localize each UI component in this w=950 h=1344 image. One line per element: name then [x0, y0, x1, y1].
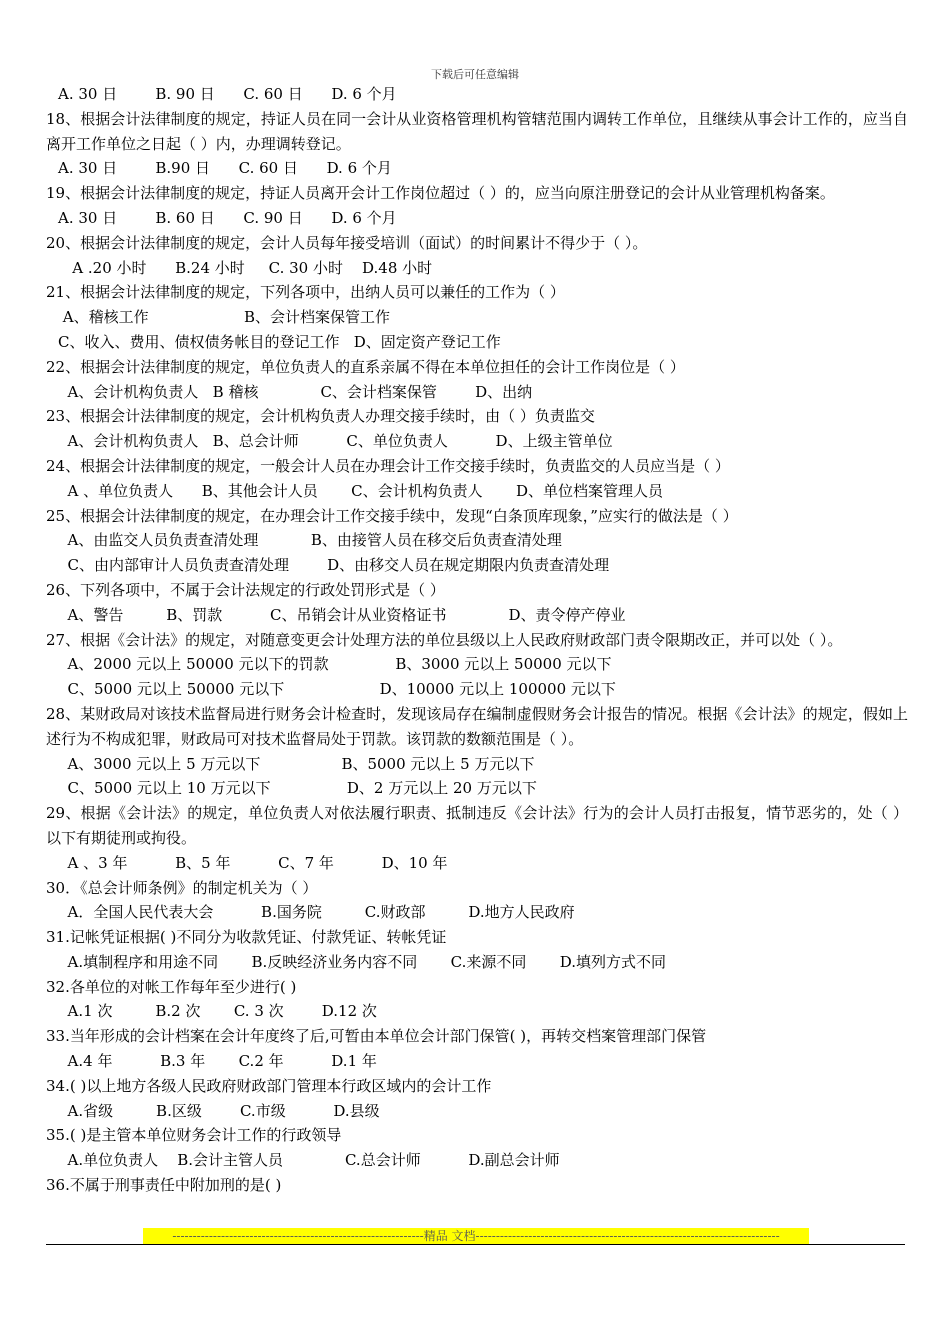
answer-options: C、由内部审计人员负责查清处理 D、由移交人员在规定期限内负责查清处理: [58, 556, 610, 575]
question-text: 32.各单位的对帐工作每年至少进行( ): [46, 977, 297, 996]
answer-options: C、5000 元以上 50000 元以下 D、10000 元以上 100000 元以下: [58, 680, 616, 699]
question-text: 22、根据会计法律制度的规定，单位负责人的直系亲属不得在本单位担任的会计工作岗位是（ ）: [46, 357, 685, 376]
footer-rule: [46, 1244, 905, 1245]
answer-options: A. 30 日 B. 60 日 C. 90 日 D. 6 个月: [58, 208, 397, 227]
question-text: 20、根据会计法律制度的规定，会计人员每年接受培训（面试）的时间累计不得少于（ ）。: [46, 233, 648, 252]
answer-options: A、警告 B、罚款 C、吊销会计从业资格证书 D、责令停产停业: [58, 605, 626, 624]
answer-options: A、3000 元以上 5 万元以下 B、5000 元以上 5 万元以下: [58, 754, 535, 773]
answer-options: A 、3 年 B、5 年 C、7 年 D、10 年: [58, 853, 448, 872]
answer-options: A、会计机构负责人 B、总会计师 C、单位负责人 D、上级主管单位: [58, 432, 613, 451]
question-text: 27、根据《会计法》的规定，对随意变更会计处理方法的单位县级以上人民政府财政部门责令限期改正，并可以处（ ）。: [46, 630, 843, 649]
question-text: 26、下列各项中，不属于会计法规定的行政处罚形式是（ ）: [46, 580, 445, 599]
answer-options: A.填制程序和用途不同 B.反映经济业务内容不同 C.来源不同 D.填列方式不同: [58, 952, 667, 971]
question-text: 34.( )以上地方各级人民政府财政部门管理本行政区域内的会计工作: [46, 1076, 492, 1095]
answer-options: A. 30 日 B.90 日 C. 60 日 D. 6 个月: [58, 159, 392, 178]
question-text: 35.( )是主管本单位财务会计工作的行政领导: [46, 1126, 342, 1145]
question-text: 33.当年形成的会计档案在会计年度终了后,可暂由本单位会计部门保管( )，再转交档案管理部门保管: [46, 1027, 707, 1046]
question-text: 30．《总会计师条例》的制定机关为（ ）: [46, 878, 318, 897]
answer-options: A、稽核工作 B、会计档案保管工作: [58, 308, 390, 327]
answer-options: A、2000 元以上 50000 元以下的罚款 B、3000 元以上 50000 元以下: [58, 655, 612, 674]
answer-options: A．全国人民代表大会 B.国务院 C.财政部 D.地方人民政府: [58, 903, 575, 922]
question-text: 23、根据会计法律制度的规定，会计机构负责人办理交接手续时，由（ ）负责监交: [46, 407, 595, 426]
answer-options: A .20 小时 B.24 小时 C. 30 小时 D.48 小时: [58, 258, 433, 277]
answer-options: C、5000 元以上 10 万元以下 D、2 万元以上 20 万元以下: [58, 779, 537, 798]
document-body: [46, 82, 908, 1198]
answer-options: A.省级 B.区级 C.市级 D.县级: [58, 1101, 380, 1120]
answer-options: A.单位负责人 B.会计主管人员 C.总会计师 D.副总会计师: [58, 1151, 560, 1170]
answer-options: A. 30 日 B. 90 日 C. 60 日 D. 6 个月: [58, 85, 397, 103]
question-text: 24、根据会计法律制度的规定，一般会计人员在办理会计工作交接手续时，负责监交的人员应当是（ ）: [46, 456, 730, 475]
page-header: 下载后可任意编辑: [431, 68, 519, 81]
answer-options: A 、单位负责人 B、其他会计人员 C、会计机构负责人 D、单位档案管理人员: [58, 481, 664, 500]
question-text: 25、根据会计法律制度的规定，在办理会计工作交接手续中，发现“白条顶库现象，”应实行的做法是（ ）: [46, 506, 738, 525]
answer-options: C、收入、费用、债权债务帐目的登记工作 D、固定资产登记工作: [58, 332, 501, 351]
answer-options: A、会计机构负责人 B 稽核 C、会计档案保管 D、出纳: [58, 382, 533, 401]
question-text: 18、根据会计法律制度的规定，持证人员在同一会计从业资格管理机构管辖范围内调转工作单位，且继续从事会计工作的，应当自离开工作单位之日起（ ）内，办理调转登记。: [46, 109, 908, 153]
answer-options: A、由监交人员负责查清处理 B、由接管人员在移交后负责查清处理: [58, 531, 562, 550]
question-text: 36.不属于刑事责任中附加刑的是( ): [46, 1176, 282, 1195]
answer-options: A.1 次 B.2 次 C. 3 次 D.12 次: [58, 1002, 377, 1021]
question-text: 21、根据会计法律制度的规定，下列各项中，出纳人员可以兼任的工作为（ ）: [46, 283, 565, 302]
question-text: 31.记帐凭证根据( )不同分为收款凭证、付款凭证、转帐凭证: [46, 928, 447, 947]
footer-banner: --------------------------------------------------------------精品 文档---------------------------------------------------------------------------: [143, 1228, 809, 1244]
question-text: 28、某财政局对该技术监督局进行财务会计检查时，发现该局存在编制虚假财务会计报告的情况。根据《会计法》的规定，假如上述行为不构成犯罪，财政局可对技术监督局处于罚款。该罚款的数额范围是（ ）。: [46, 704, 908, 748]
question-text: 19、根据会计法律制度的规定，持证人员离开会计工作岗位超过（ ）的，应当向原注册登记的会计从业管理机构备案。: [46, 184, 835, 203]
answer-options: A.4 年 B.3 年 C.2 年 D.1 年: [58, 1052, 377, 1071]
question-text: 29、根据《会计法》的规定，单位负责人对依法履行职责、抵制违反《会计法》行为的会计人员打击报复，情节恶劣的，处（ ）以下有期徒刑或拘役。: [46, 804, 908, 847]
